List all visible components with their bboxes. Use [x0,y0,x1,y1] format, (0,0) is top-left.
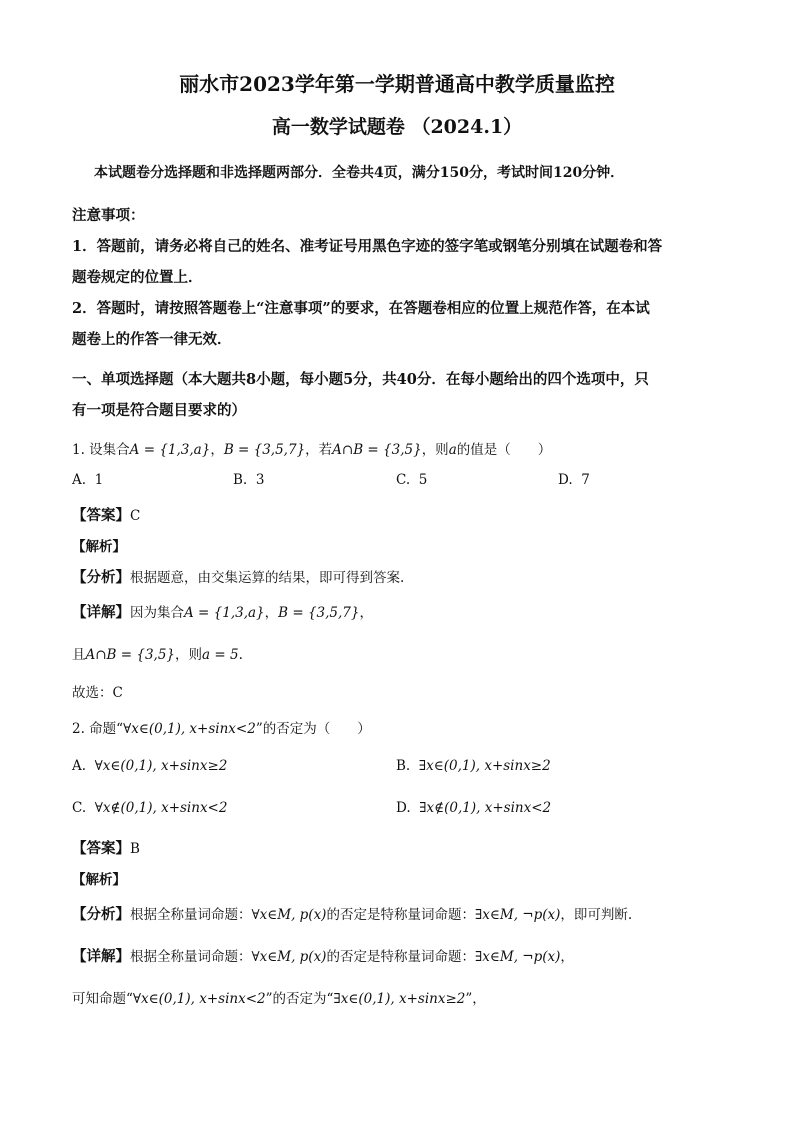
q1-line2-cond: A∩B = {3,5} [85,647,176,663]
question-2-stem [72,717,371,737]
q1-condition: A∩B = {3,5} [332,442,422,458]
q2-analysis-tag: 【解析】 [72,872,126,888]
q2-last-math-2: ∃x∈(0,1), x+sinx≥2 [333,991,466,1007]
q2-option-d: D. ∃x∉(0,1), x+sinx<2 [396,800,552,816]
q1-var: a [448,442,457,458]
q2-answer-tag: 【答案】 [72,840,130,857]
q1-option-c: C. 5 [396,472,428,488]
q2-fenxi-end: ，即可判断. [560,907,633,923]
notes-heading: 注意事项： [72,207,145,224]
q2-detail-tag: 【详解】 [72,948,130,965]
q1-detail-sep: ， [264,605,279,621]
section-1-heading-line-1: 一、单项选择题（本大题共8小题，每小题5分，共40分．在每小题给出的四个选项中，只 [72,371,649,388]
q1-detail-set-b: B = {3,5,7} [278,605,360,621]
q2-fenxi-math-1: ∀x∈M, p(x) [251,907,327,923]
q1-option-d: D. 7 [558,472,590,488]
q1-answer-value: C [130,508,141,524]
exam-intro: 本试题卷分选择题和非选择题两部分．全卷共4页，满分150分，考试时间120分钟． [94,165,625,181]
section-1-heading-line-2: 有一项是符合题目要求的） [72,402,246,419]
q1-line2-end: . [238,647,243,663]
q1-detail-line-2 [72,643,243,663]
q2-last-end: ”， [465,991,486,1007]
q1-option-b: B. 3 [233,472,265,488]
q2-fenxi [72,903,632,924]
q1-line2-pre: 且 [72,647,86,663]
q1-sep2: ，若 [305,442,333,458]
q1-line2-mid: ，则 [175,647,203,663]
q1-analysis-tag: 【解析】 [72,539,126,555]
q2-stem-suffix: ”的否定为（ ） [255,721,371,737]
q1-answer-tag: 【答案】 [72,507,130,524]
q1-stem-suffix: 的值是（ ） [456,442,552,458]
q2-detail-pre: 根据全称量词命题： [130,949,252,965]
q1-fenxi-text: 根据题意，由交集运算的结果，即可得到答案. [130,570,405,586]
q2-answer-value: B [130,841,140,857]
q2-last-mid: ”的否定为“ [265,991,334,1007]
q1-stem-prefix: 1. 设集合 [72,442,130,458]
q2-detail-math-1: ∀x∈M, p(x) [251,949,327,965]
q1-detail [72,601,373,622]
question-1-stem [72,438,551,458]
q2-detail-math-2: ∃x∈M, ¬p(x) [474,949,561,965]
q1-line2-result: a = 5 [202,647,239,663]
q1-sep1: ， [210,442,224,458]
q1-fenxi [72,566,404,587]
q1-detail-tag: 【详解】 [72,604,130,621]
q2-stem-prefix: 2. 命题“ [72,721,124,737]
q1-detail-set-a: A = {1,3,a} [184,605,265,621]
note-1-line-2: 题卷规定的位置上． [72,269,203,286]
q2-fenxi-mid: 的否定是特称量词命题： [326,907,475,923]
q1-option-a: A. 1 [72,472,104,488]
q2-last-math-1: ∀x∈(0,1), x+sinx<2 [132,991,266,1007]
q2-stem-math: ∀x∈(0,1), x+sinx<2 [123,721,256,737]
note-1-line-1: 1．答题前，请务必将自己的姓名、准考证号用黑色字迹的签字笔或钢笔分别填在试题卷和答 [72,238,663,255]
q2-last-pre: 可知命题“ [72,991,133,1007]
q1-set-b: B = {3,5,7} [223,442,306,458]
q1-answer [72,504,140,525]
q1-fenxi-tag: 【分析】 [72,569,130,586]
q1-set-a: A = {1,3,a} [129,442,211,458]
exam-title: 丽水市2023学年第一学期普通高中教学质量监控 [179,72,615,96]
q2-option-a: A. ∀x∈(0,1), x+sinx≥2 [72,758,228,774]
note-2-line-2: 题卷上的作答一律无效． [72,331,232,348]
q1-suffix-pre: ，则 [421,442,449,458]
q1-detail-pre: 因为集合 [130,605,184,621]
exam-subtitle: 高一数学试题卷 （2024.1） [271,116,523,138]
q2-fenxi-math-2: ∃x∈M, ¬p(x) [474,907,561,923]
q2-answer [72,837,140,858]
q2-fenxi-pre: 根据全称量词命题： [130,907,252,923]
q2-conclusion [72,987,486,1007]
q2-option-c: C. ∀x∉(0,1), x+sinx<2 [72,800,228,816]
q2-fenxi-tag: 【分析】 [72,906,130,923]
q1-choose: 故选：C [72,685,123,701]
note-2-line-1: 2．答题时，请按照答题卷上“注意事项”的要求，在答题卷相应的位置上规范作答，在本试 [72,300,650,317]
q2-detail-end: ， [560,949,574,965]
q2-option-b: B. ∃x∈(0,1), x+sinx≥2 [396,758,551,774]
q2-detail [72,945,574,966]
q1-detail-end: ， [359,605,373,621]
q2-detail-mid: 的否定是特称量词命题： [326,949,475,965]
